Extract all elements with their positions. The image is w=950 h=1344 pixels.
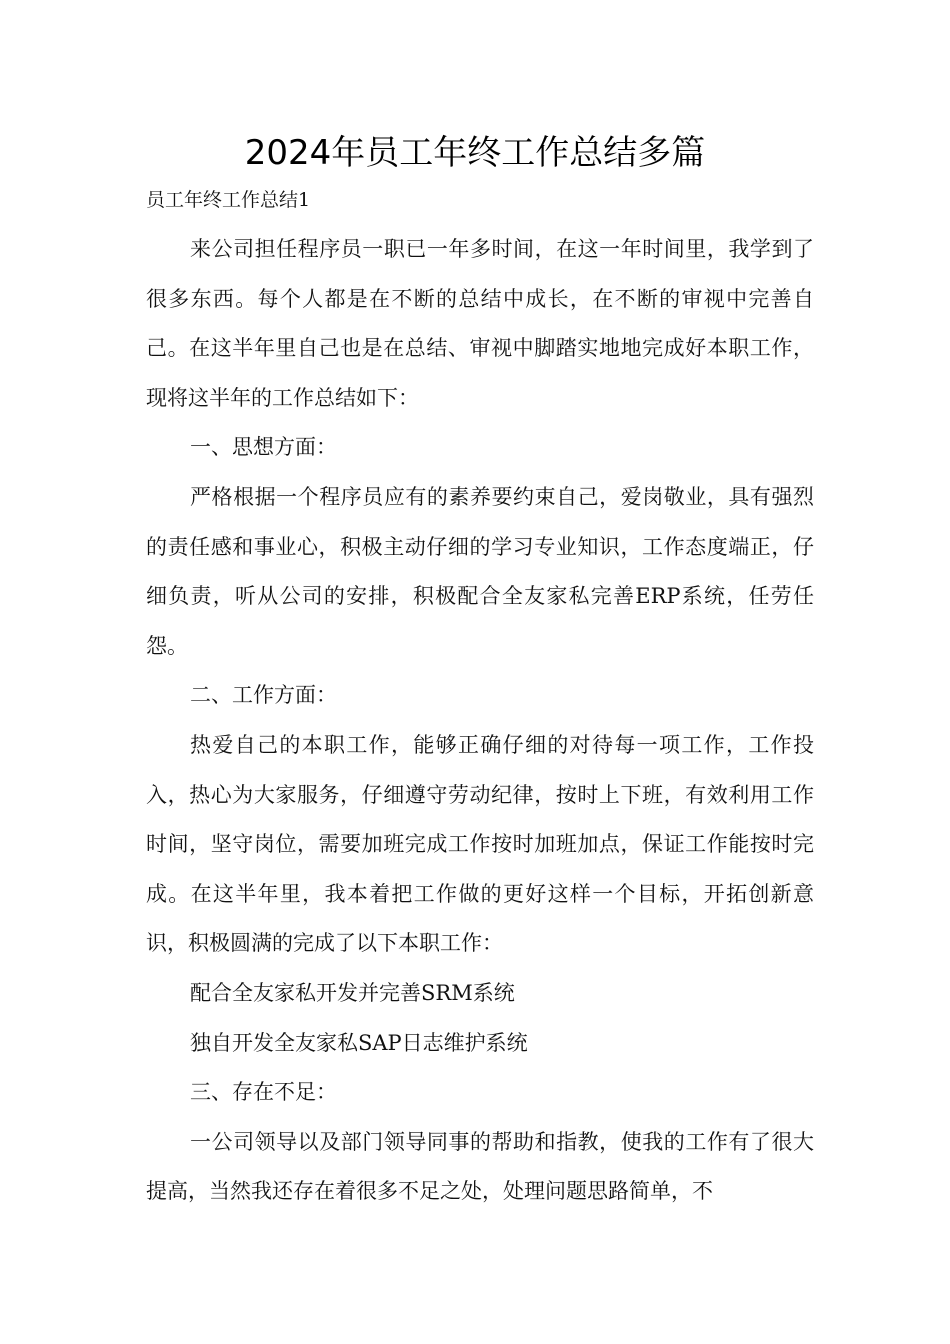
document-body [146,225,814,1217]
list-item-sap: 独自开发全友家私SAP日志维护系统 [190,1030,528,1055]
list-item-srm: 配合全友家私开发并完善SRM系统 [190,980,515,1005]
section-subtitle: 员工年终工作总结1 [146,189,311,211]
paragraph-shortcomings: 一公司领导以及部门领导同事的帮助和指教，使我的工作有了很大提高，当然我还存在着很多不足之处，处理问题思路简单，不 [146,1129,814,1204]
heading-shortcomings: 三、存在不足： [190,1080,337,1105]
heading-thought: 一、思想方面： [190,435,337,460]
paragraph-thought: 严格根据一个程序员应有的素养要约束自己，爱岗敬业，具有强烈的责任感和事业心，积极主动仔细的学习专业知识，工作态度端正，仔细负责，听从公司的安排，积极配合全友家私完善ERP系统，任劳任怨。 [146,484,814,658]
heading-work: 二、工作方面： [190,683,337,708]
paragraph-work: 热爱自己的本职工作，能够正确仔细的对待每一项工作，工作投入，热心为大家服务，仔细遵守劳动纪律，按时上下班，有效利用工作时间，坚守岗位，需要加班完成工作按时加班加点，保证工作能按时完成。在这半年里，我本着把工作做的更好这样一个目标，开拓创新意识，积极圆满的完成了以下本职工作： [146,732,814,956]
document-title: 2024年员工年终工作总结多篇 [244,133,706,173]
paragraph-intro: 来公司担任程序员一职已一年多时间，在这一年时间里，我学到了很多东西。每个人都是在不断的总结中成长，在不断的审视中完善自己。在这半年里自己也是在总结、审视中脚踏实地地完成好本职工作，现将这半年的工作总结如下： [146,237,814,410]
